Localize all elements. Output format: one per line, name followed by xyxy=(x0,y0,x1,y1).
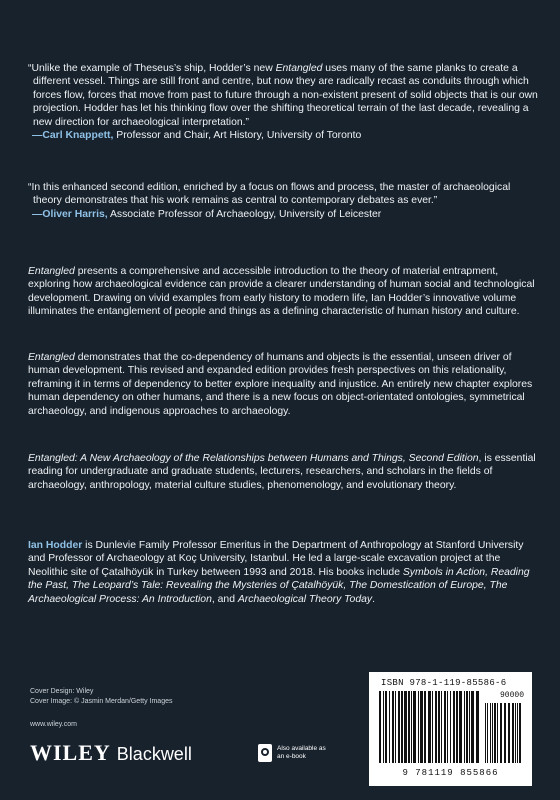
addon-bar xyxy=(490,703,491,763)
barcode-bar xyxy=(404,691,407,763)
isbn-barcode xyxy=(369,672,532,786)
description-paragraph-2: Entangled demonstrates that the co-dependency of humans and objects is the essential, unseen driver of human development. This revised and expanded edition provides fresh perspectives on this relationality, reframing it in terms of dependency to better explore inequality and injustice. An entirely new chapter explores human dependency on other humans, and there is a new focus on object-orientated ontologies, symmetrical archaeology, and indigenous approaches to archaeology. xyxy=(28,352,533,417)
cover-design-credit: Cover Design: Wiley xyxy=(30,688,94,695)
author-bio: Ian Hodder is Dunlevie Family Professor Emeritus in the Department of Anthropology at Stanford University and Professor of Archaeology at Koç University, Istanbul. He led a large-scale excavation project at the Neolithic site of Çatalhöyük in Turkey between 1993 and 2018. His books include Symbols in Action, Reading the Past, The Leopard’s Tale: Revealing the Mysteries of Çatalhöyük, The Domestication of Europe, The Archaeological Process: An Introduction, and Archaeological Theory Today. xyxy=(28,540,530,605)
barcode-bar xyxy=(438,691,440,763)
barcode-bar xyxy=(395,691,396,763)
barcode-bar xyxy=(476,691,479,763)
quote-text: “In this enhanced second edition, enriched by a focus on flows and process, the master of archaeological theory demonstrates that his work remains as central to contemporary debates as ever.” xyxy=(28,182,511,207)
barcode-bar xyxy=(471,691,474,763)
endorsement-quote-1 xyxy=(28,62,538,142)
ebook-icon xyxy=(258,744,272,762)
barcode-bar xyxy=(453,691,455,763)
barcode-bar xyxy=(413,691,416,763)
addon-bar xyxy=(504,703,506,763)
barcode-bar xyxy=(398,691,400,763)
wiley-wordmark: WILEY xyxy=(30,740,111,765)
barcode-bar xyxy=(408,691,410,763)
barcode-bar xyxy=(459,691,462,763)
quote-text: “Unlike the example of Theseus’s ship, Hodder’s new Entangled uses many of the same planks to create a different vessel. Things are still front and centre, but now they are radically recast as conduits through which forces flow, forces that move from past to future through a non-existent present of solid objects that is our own projection. Hodder has let his thinking flow over the shifting theoretical terrain of the last decade, revealing a new direction for archaeological interpretation.” xyxy=(28,63,538,128)
barcode-digits: 9 781119 855866 xyxy=(402,768,499,778)
quote-attribution xyxy=(28,129,538,142)
addon-bar xyxy=(485,703,486,763)
barcode-bars xyxy=(377,691,524,767)
barcode-bar xyxy=(418,691,419,763)
barcode-bar xyxy=(379,691,381,763)
barcode-bar xyxy=(447,691,448,763)
barcode-bar xyxy=(444,691,446,763)
endorser-name: —Carl Knappett, xyxy=(32,130,114,142)
endorser-role: Professor and Chair, Art History, University of Toronto xyxy=(113,130,362,142)
addon-bar xyxy=(508,703,510,763)
barcode-bar xyxy=(450,691,451,763)
barcode-bar xyxy=(469,691,470,763)
barcode-bar xyxy=(464,691,465,763)
ebook-notice xyxy=(258,744,329,762)
barcode-bar xyxy=(435,691,437,763)
barcode-bar xyxy=(401,691,403,763)
barcode-bar xyxy=(456,691,458,763)
cover-image-credit: Cover Image: © Jasmin Merdan/Getty Images xyxy=(30,698,173,705)
ebook-text: Also available as an e-book xyxy=(277,745,326,760)
barcode-bar xyxy=(383,691,384,763)
barcode-bar xyxy=(392,691,394,763)
barcode-bar xyxy=(424,691,426,763)
publisher-website: www.wiley.com xyxy=(30,721,77,728)
addon-bar xyxy=(487,703,488,763)
cover-credits xyxy=(30,687,173,707)
addon-bar xyxy=(512,703,514,763)
isbn-number: ISBN 978-1-119-85586-6 xyxy=(381,678,507,688)
barcode-bar xyxy=(428,691,431,763)
addon-bar xyxy=(515,703,516,763)
blackwell-wordmark: Blackwell xyxy=(116,744,192,764)
barcode-bar xyxy=(441,691,442,763)
price-addon: 90000 xyxy=(499,691,524,700)
barcode-bar xyxy=(389,691,390,763)
addon-bar xyxy=(492,703,493,763)
endorser-name: —Oliver Harris, xyxy=(32,208,108,220)
addon-bar xyxy=(500,703,502,763)
barcode-bar xyxy=(385,691,387,763)
barcode-graphic xyxy=(377,691,524,763)
endorsement-quote-2 xyxy=(28,181,538,221)
addon-bar xyxy=(519,703,521,763)
description-paragraph-1: Entangled presents a comprehensive and accessible introduction to the theory of material entrapment, exploring how archaeological evidence can provide a clearer understanding of human social and technological development. Drawing on vivid examples from early history to modern life, Ian Hodder’s innovative volume illuminates the entanglement of people and things as a defining characteristic of human history and culture. xyxy=(28,266,535,318)
description-paragraph-3: Entangled: A New Archaeology of the Relationships between Humans and Things, Second Edition, is essential reading for undergraduate and graduate students, lecturers, researchers, and scholars in the fields of archaeology, anthropology, material culture studies, phenomenology, and evolutionary theory. xyxy=(28,453,536,491)
quote-attribution xyxy=(28,208,538,221)
addon-bar xyxy=(497,703,498,763)
publisher-logo xyxy=(30,740,192,766)
barcode-bar xyxy=(411,691,412,763)
endorser-role: Associate Professor of Archaeology, University of Leicester xyxy=(107,208,382,220)
barcode-bar xyxy=(466,691,468,763)
addon-bar xyxy=(494,703,496,763)
barcode-bar xyxy=(432,691,433,763)
addon-bar xyxy=(517,703,518,763)
author-name: Ian Hodder xyxy=(28,540,83,551)
barcode-bar xyxy=(420,691,423,763)
